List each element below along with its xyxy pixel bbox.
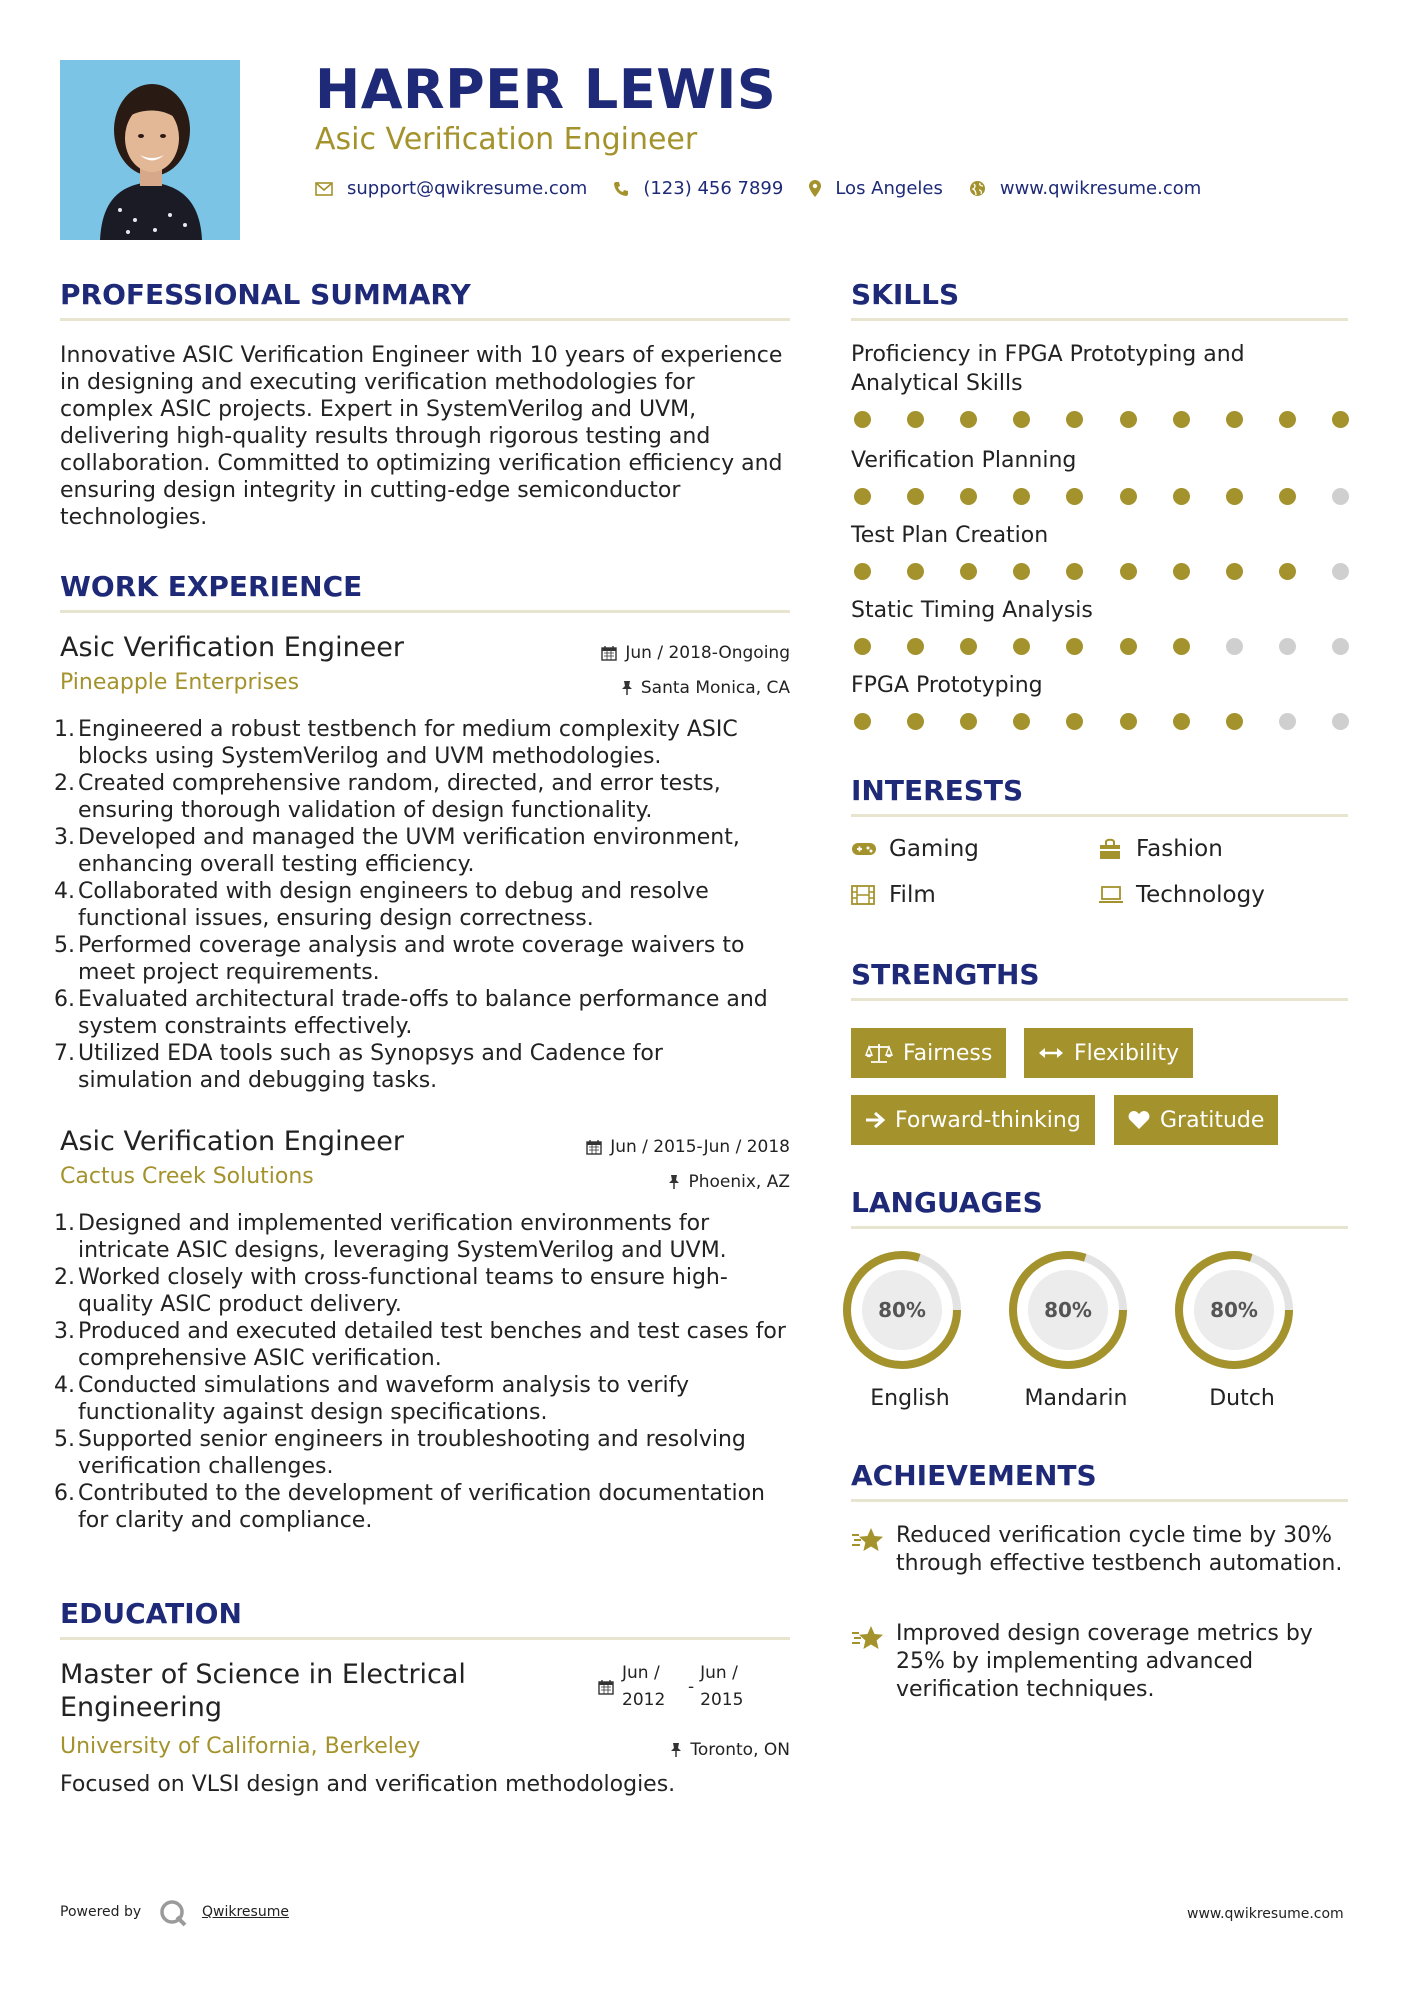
job-company: Pineapple Enterprises [60, 670, 300, 695]
language-item [1172, 1248, 1312, 1411]
rating-dot-empty [1332, 638, 1349, 655]
rating-dot-empty [1226, 638, 1243, 655]
job-bullets [54, 1210, 790, 1534]
rating-dot-filled [854, 563, 871, 580]
laptop-icon [1098, 886, 1124, 904]
qwikresume-link[interactable]: Qwikresume [202, 1904, 289, 1920]
skill-item [851, 340, 1348, 428]
rating-dot-filled [1226, 563, 1243, 580]
rating-dot-empty [1279, 638, 1296, 655]
rating-dot-filled [960, 563, 977, 580]
rating-dot-empty [1332, 563, 1349, 580]
strength-tag [1024, 1028, 1193, 1078]
skill-item [851, 596, 1348, 655]
contact-website[interactable]: www.qwikresume.com [999, 178, 1202, 199]
summary-divider [60, 318, 790, 321]
strength-tag [1114, 1095, 1278, 1145]
skill-item [851, 446, 1348, 505]
rating-dot-filled [1013, 563, 1030, 580]
language-gauge [1006, 1248, 1146, 1372]
list-item: 3. Produced and executed detailed test benches and test cases for comprehensive ASIC verification. [54, 1319, 786, 1371]
job-location-text: Phoenix, AZ [688, 1172, 790, 1192]
job-title: Asic Verification Engineer [60, 1126, 404, 1157]
job-title: Asic Verification Engineer [60, 632, 404, 663]
star-icon [851, 1522, 896, 1578]
education-location-text: Toronto, ON [690, 1740, 790, 1760]
globe-icon [969, 180, 986, 197]
school-name: University of California, Berkeley [60, 1734, 421, 1759]
rating-dot-filled [1173, 563, 1190, 580]
candidate-title: Asic Verification Engineer [315, 122, 698, 157]
education-date-separator: - [688, 1676, 695, 1697]
rating-dot-filled [854, 638, 871, 655]
rating-dot-filled [1066, 563, 1083, 580]
job-location [480, 1172, 790, 1192]
list-item: 6. Contributed to the development of verification documentation for clarity and compliance. [54, 1481, 765, 1533]
strength-label: Flexibility [1074, 1040, 1179, 1066]
gauge-label: 80% [1210, 1298, 1258, 1322]
experience-divider [60, 610, 790, 613]
achievement-item [851, 1522, 1348, 1578]
list-item: 3. Developed and managed the UVM verification environment, enhancing overall testing efficiency. [54, 825, 740, 877]
interest-label: Film [889, 882, 936, 908]
rating-dot-filled [1066, 713, 1083, 730]
job-dates-text: Jun / 2015-Jun / 2018 [610, 1137, 790, 1157]
rating-dot-filled [1226, 411, 1243, 428]
language-name: Dutch [1209, 1386, 1275, 1411]
job-location-text: Santa Monica, CA [640, 678, 790, 698]
rating-dot-filled [1226, 488, 1243, 505]
strengths-divider [851, 998, 1348, 1001]
rating-dot-filled [1013, 638, 1030, 655]
skill-name: Test Plan Creation [851, 523, 1049, 548]
rating-dot-filled [1013, 488, 1030, 505]
education-divider [60, 1637, 790, 1640]
gamepad-icon [851, 841, 877, 857]
rating-dot-filled [1173, 638, 1190, 655]
language-gauge [840, 1248, 980, 1372]
rating-dot-filled [854, 411, 871, 428]
rating-dot-filled [1332, 411, 1349, 428]
rating-dot-filled [1120, 488, 1137, 505]
job-company: Cactus Creek Solutions [60, 1164, 314, 1189]
skill-rating [854, 638, 1349, 655]
rating-dot-filled [1173, 411, 1190, 428]
envelope-icon [315, 182, 333, 196]
rating-dot-filled [1279, 411, 1296, 428]
strength-tag [851, 1028, 1006, 1078]
job-dates-text: Jun / 2018-Ongoing [625, 643, 790, 663]
rating-dot-filled [1013, 713, 1030, 730]
languages-heading: LANGUAGES [851, 1186, 1043, 1219]
rating-dot-filled [854, 713, 871, 730]
education-heading: EDUCATION [60, 1597, 242, 1630]
rating-dot-filled [1066, 488, 1083, 505]
skill-rating [854, 563, 1349, 580]
powered-by-label: Powered by [60, 1904, 142, 1920]
rating-dot-filled [854, 488, 871, 505]
rating-dot-filled [907, 563, 924, 580]
pushpin-icon [668, 1174, 680, 1190]
interests-heading: INTERESTS [851, 774, 1024, 807]
achievements-divider [851, 1499, 1348, 1502]
education-date-end: Jun / 2015 [700, 1663, 744, 1710]
contact-phone[interactable]: (123) 456 7899 [643, 178, 784, 199]
gauge-label: 80% [878, 1298, 926, 1322]
list-item: 5. Performed coverage analysis and wrote coverage waivers to meet project requirements. [54, 933, 745, 985]
rating-dot-empty [1332, 488, 1349, 505]
rating-dot-filled [960, 411, 977, 428]
skill-name: Proficiency in FPGA Prototyping and Analytical Skills [851, 342, 1245, 396]
degree-title: Master of Science in Electrical Engineering [60, 1659, 466, 1723]
skills-heading: SKILLS [851, 278, 960, 311]
language-gauge [1172, 1248, 1312, 1372]
contact-location: Los Angeles [835, 178, 943, 199]
gauge-label: 80% [1044, 1298, 1092, 1322]
calendar-icon [601, 645, 617, 661]
rating-dot-filled [1013, 411, 1030, 428]
heart-icon [1128, 1110, 1150, 1130]
star-icon [851, 1620, 896, 1704]
film-icon [851, 885, 877, 905]
rating-dot-filled [1279, 488, 1296, 505]
experience-heading: WORK EXPERIENCE [60, 570, 363, 603]
achievement-item [851, 1620, 1348, 1704]
achievements-heading: ACHIEVEMENTS [851, 1459, 1097, 1492]
list-item: 1. Designed and implemented verification environments for intricate ASIC designs, leveraging SystemVerilog and UVM. [54, 1211, 727, 1263]
qwikresume-logo-icon [158, 1898, 188, 1932]
achievement-text: Improved design coverage metrics by 25% by implementing advanced verification techniques. [896, 1621, 1313, 1702]
calendar-icon [598, 1679, 614, 1695]
rating-dot-filled [1120, 563, 1137, 580]
rating-dot-filled [1226, 713, 1243, 730]
interest-item [851, 882, 936, 908]
rating-dot-filled [907, 638, 924, 655]
job-dates [480, 643, 790, 663]
arrows-horizontal-icon [1038, 1046, 1064, 1060]
interest-item [1098, 882, 1265, 908]
education-note: Focused on VLSI design and verification methodologies. [60, 1772, 676, 1797]
skill-rating [854, 411, 1349, 428]
language-item [840, 1248, 980, 1411]
interest-label: Technology [1136, 882, 1265, 908]
candidate-name: HARPER LEWIS [315, 58, 777, 121]
interest-label: Fashion [1136, 836, 1223, 862]
achievement-text: Reduced verification cycle time by 30% through effective testbench automation. [896, 1523, 1343, 1576]
rating-dot-filled [1120, 411, 1137, 428]
language-name: Mandarin [1024, 1386, 1128, 1411]
pushpin-icon [670, 1742, 682, 1758]
rating-dot-filled [960, 638, 977, 655]
list-item: 1. Engineered a robust testbench for medium complexity ASIC blocks using SystemVerilog and UVM methodologies. [54, 717, 738, 769]
map-pin-icon [809, 180, 821, 197]
job-bullets [54, 716, 780, 1094]
strength-label: Forward-thinking [895, 1107, 1081, 1133]
strength-tag [851, 1095, 1095, 1145]
skill-rating [854, 713, 1349, 730]
list-item: 4. Conducted simulations and waveform analysis to verify functionality against design specifications. [54, 1373, 689, 1425]
shopping-bag-icon [1098, 838, 1124, 860]
calendar-icon [586, 1139, 602, 1155]
language-item [1006, 1248, 1146, 1411]
skill-item [851, 521, 1348, 580]
skills-divider [851, 318, 1348, 321]
skill-rating [854, 488, 1349, 505]
education-dates [598, 1660, 750, 1714]
list-item: 6. Evaluated architectural trade-offs to balance performance and system constraints effectively. [54, 987, 768, 1039]
interests-divider [851, 814, 1348, 817]
interest-item [851, 836, 979, 862]
list-item: 2. Worked closely with cross-functional teams to ensure high-quality ASIC product delivery. [54, 1265, 728, 1317]
strengths-heading: STRENGTHS [851, 958, 1040, 991]
rating-dot-empty [1279, 713, 1296, 730]
contact-bar [315, 178, 1227, 199]
skill-name: Static Timing Analysis [851, 598, 1093, 623]
education-date-start: Jun / 2012 [622, 1663, 666, 1710]
summary-text: Innovative ASIC Verification Engineer with 10 years of experience in designing and executing verification methodologies for complex ASIC projects. Expert in SystemVerilog and UVM, delivering high-quality results through rigorous testing and collaboration. Committed to optimizing verification efficiency and ensuring design integrity in cutting-edge semiconductor technologies. [60, 343, 783, 530]
education-location [480, 1740, 790, 1760]
balance-scale-icon [865, 1042, 893, 1064]
rating-dot-filled [907, 411, 924, 428]
rating-dot-filled [1066, 411, 1083, 428]
rating-dot-filled [907, 713, 924, 730]
job-location [480, 678, 790, 698]
rating-dot-filled [1120, 638, 1137, 655]
list-item: 2. Created comprehensive random, directed, and error tests, ensuring thorough validation of design functionality. [54, 771, 721, 823]
summary-heading: PROFESSIONAL SUMMARY [60, 278, 471, 311]
interest-label: Gaming [889, 836, 979, 862]
skill-name: Verification Planning [851, 448, 1077, 473]
rating-dot-filled [1066, 638, 1083, 655]
interest-item [1098, 836, 1223, 862]
languages-divider [851, 1226, 1348, 1229]
profile-photo [60, 60, 240, 240]
rating-dot-filled [1173, 488, 1190, 505]
contact-email[interactable]: support@qwikresume.com [347, 178, 588, 199]
rating-dot-filled [960, 713, 977, 730]
rating-dot-filled [1173, 713, 1190, 730]
skill-name: FPGA Prototyping [851, 673, 1043, 698]
phone-icon [613, 181, 629, 197]
rating-dot-filled [907, 488, 924, 505]
list-item: 7. Utilized EDA tools such as Synopsys and Cadence for simulation and debugging tasks. [54, 1041, 663, 1093]
rating-dot-filled [1279, 563, 1296, 580]
skill-item [851, 671, 1348, 730]
footer-website-link[interactable]: www.qwikresume.com [1187, 1906, 1344, 1922]
rating-dot-empty [1332, 713, 1349, 730]
strength-label: Fairness [903, 1040, 993, 1066]
strength-label: Gratitude [1160, 1107, 1265, 1133]
rating-dot-filled [960, 488, 977, 505]
language-name: English [870, 1386, 950, 1411]
list-item: 5. Supported senior engineers in troubleshooting and resolving verification challenges. [54, 1427, 746, 1479]
job-dates [480, 1137, 790, 1157]
rating-dot-filled [1120, 713, 1137, 730]
arrow-right-icon [865, 1111, 885, 1129]
list-item: 4. Collaborated with design engineers to debug and resolve functional issues, ensuring design correctness. [54, 879, 709, 931]
pushpin-icon [621, 680, 633, 696]
